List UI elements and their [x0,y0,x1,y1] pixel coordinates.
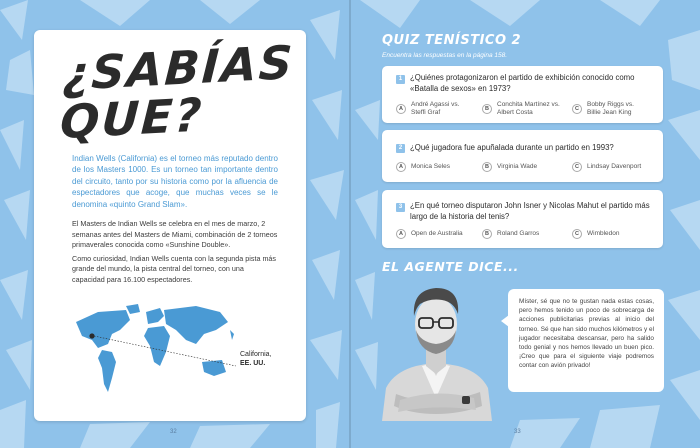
option-letter: A [396,229,406,239]
option-text: Monica Seles [411,163,451,171]
world-map [68,300,238,400]
answer-option-c[interactable] [572,229,620,239]
option-letter: B [482,104,492,114]
agent-portrait [376,276,496,421]
option-text: Lindsay Davenport [587,163,642,171]
page-number-right: 33 [514,429,521,435]
page-gutter [349,0,351,448]
question-number: 3 [396,203,405,212]
answer-option-a[interactable] [396,162,450,172]
body-text [72,219,278,289]
question-text: ¿Qué jugadora fue apuñalada durante un partido en 1993? [410,143,614,152]
option-letter: A [396,104,406,114]
answer-option-b[interactable] [482,101,563,116]
question-number: 1 [396,75,405,84]
option-text: Wimbledon [587,230,620,238]
option-text: Roland Garros [497,230,540,238]
page-title: ¿SABÍAS QUE? [58,35,296,149]
quiz-title: QUIZ TENÍSTICO 2 [382,33,522,48]
body-paragraph-2: Como curiosidad, Indian Wells cuenta con la segunda pista más grande del mundo, la pista central del torneo, con una capacidad para 16.100 espectadores. [72,253,277,284]
answer-option-c[interactable] [572,101,649,116]
question-number: 2 [396,144,405,153]
option-text: Open de Australia [411,230,463,238]
option-text: Virginia Wade [497,163,538,171]
agent-speech-bubble [508,289,664,392]
option-text: Bobby Riggs vs. Billie Jean King [587,101,634,116]
agent-quote: Míster, sé que no te gustan nada estas cosas, pero hemos tenido un poco de sobrecarga de acciones publicitarias previas al inicio del torneo. Sé que han sido muchos kilómetros y el jugador necesitaba descansar, pero ha salido todo genial y nos hemos llevado un buen pico. ¡Creo que para el siguiente viaje podremos contar con avión privado! [519,298,654,370]
option-letter: B [482,229,492,239]
map-label [240,350,272,368]
intro-paragraph: Indian Wells (California) es el torneo más reputado dentro de los Masters 1000. Es un torneo tan importante dentro del circuito, tanto por su historia como por la afluencia de espectadores que acoge, que muchas veces se le denomina «quinto Grand Slam». [72,154,278,209]
question-card-3 [382,190,663,248]
question-card-1 [382,66,663,123]
question-text: ¿Quiénes protagonizaron el partido de exhibición conocido como «Batalla de sexos» en 1973? [410,73,635,93]
answer-option-a[interactable] [396,229,463,239]
answer-option-b[interactable] [482,162,537,172]
body-paragraph-1: El Masters de Indian Wells se celebra en el mes de marzo, 2 semanas antes del Masters de Miami, combinación de 2 torneos primaverales conocida como «Sunshine Double». [72,219,278,250]
option-text: André Agassi vs. Steffi Graf [411,101,460,116]
option-letter: C [572,104,582,114]
answer-option-a[interactable] [396,101,471,116]
question-text: ¿En qué torneo disputaron John Isner y Nicolas Mahut el partido más largo de la historia del tenis? [410,201,650,221]
map-label-region: California, [240,351,272,358]
option-letter: C [572,229,582,239]
map-label-country: EE. UU. [240,360,266,367]
california-marker [89,333,94,338]
answer-option-b[interactable] [482,229,539,239]
quiz-subtitle: Encuentra las respuestas en la página 158. [382,52,508,59]
option-text: Conchita Martínez vs. Albert Costa [497,101,560,116]
option-letter: A [396,162,406,172]
option-letter: B [482,162,492,172]
question-card-2 [382,130,663,182]
option-letter: C [572,162,582,172]
agent-section-title: EL AGENTE DICE... [382,259,519,274]
answer-option-c[interactable] [572,162,641,172]
page-number-left: 32 [170,429,177,435]
